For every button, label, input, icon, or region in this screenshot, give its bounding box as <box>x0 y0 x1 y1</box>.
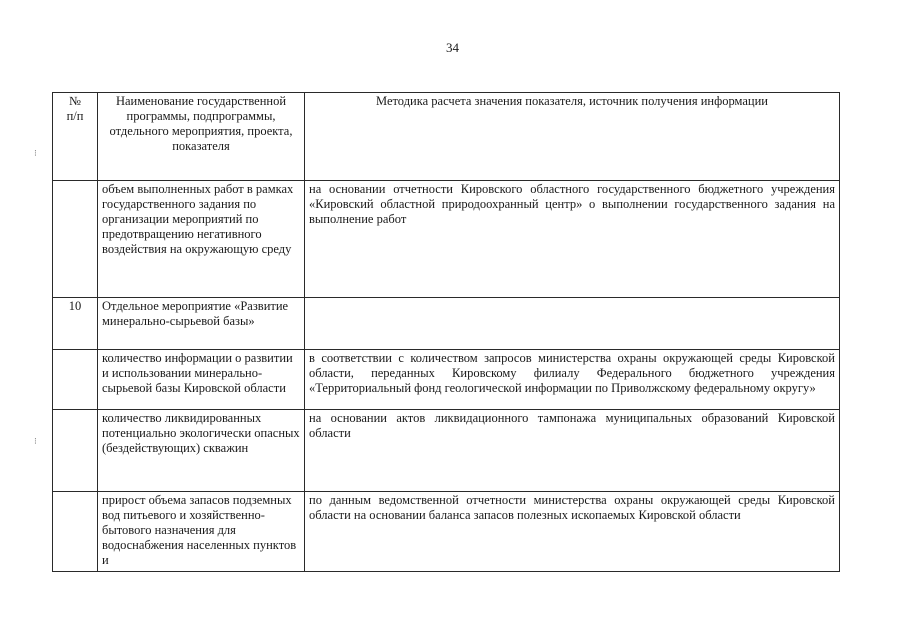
row-method: на основании отчетности Кировского областного государственного бюджетного учреждения «Кировский областной природоохранный центр» о выполнении государственного задания на выполнение работ <box>305 181 840 298</box>
header-number <box>53 93 98 181</box>
table-row <box>53 492 840 572</box>
row-number: 10 <box>53 298 98 350</box>
row-indicator-name: количество информации о развитии и использовании минерально-сырьевой базы Кировской области <box>98 350 305 410</box>
row-indicator-name: объем выполненных работ в рамках государственного задания по организации мероприятий по предотвращению негативного воздействия на окружающую среду <box>98 181 305 298</box>
indicator-table <box>52 92 840 572</box>
table-row <box>53 298 840 350</box>
header-number-label: № п/п <box>66 94 84 123</box>
table-row <box>53 350 840 410</box>
table-header-row <box>53 93 840 181</box>
page-number: 34 <box>446 40 459 55</box>
row-indicator-name: количество ликвидированных потенциально экологически опасных (бездействующих) скважин <box>98 410 305 492</box>
row-indicator-name: прирост объема запасов подземных вод питьевого и хозяйственно-бытового назначения для водоснабжения населенных пунктов и <box>98 492 305 572</box>
header-method: Методика расчета значения показателя, источник получения информации <box>305 93 840 181</box>
row-method: на основании актов ликвидационного тампонажа муниципальных образований Кировской области <box>305 410 840 492</box>
row-number <box>53 492 98 572</box>
margin-mark: ⁝ <box>34 436 37 446</box>
table-row <box>53 410 840 492</box>
row-method: в соответствии с количеством запросов министерства охраны окружающей среды Кировской области, переданных Кировскому филиалу Федерального бюджетного учреждения «Территориальный фонд геологической информации по Приволжскому федеральному округу» <box>305 350 840 410</box>
row-indicator-name: Отдельное мероприятие «Развитие минерально-сырьевой базы» <box>98 298 305 350</box>
row-method <box>305 298 840 350</box>
header-name: Наименование государственной программы, подпрограммы, отдельного мероприятия, проекта, показателя <box>98 93 305 181</box>
table-row <box>53 181 840 298</box>
row-number <box>53 410 98 492</box>
row-number <box>53 181 98 298</box>
margin-mark: ⁝ <box>34 148 37 158</box>
row-number <box>53 350 98 410</box>
row-method: по данным ведомственной отчетности министерства охраны окружающей среды Кировской области на основании баланса запасов полезных ископаемых Кировской области <box>305 492 840 572</box>
